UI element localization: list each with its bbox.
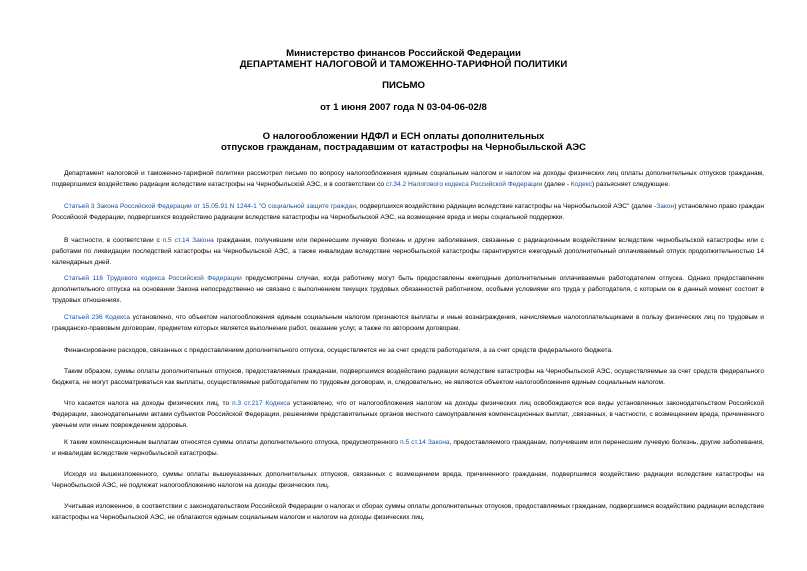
text: Финансирование расходов, связанных с предоставлением дополнительного отпуска, осуществляется не за счет средств работодателя, а за счет средств федерального бюджета. <box>64 347 613 354</box>
text: установлено, что от налогообложения налогом на доходы физических лиц освобождаются все виды установленных законодательством Российской Федерации, законодательными актами субъектов Российской Федерации, решениями представительных органов местного самоуправления компенсационных выплат, ,связанных, в частности, с возмещением вреда, причиненного увечьем или иным повреждением здоровья. <box>52 400 764 430</box>
text: К таким компенсационным выплатам относятся суммы оплаты дополнительного отпуска, предусмотренного <box>64 439 401 446</box>
text: Департамент налоговой и таможенно-тарифной политики рассмотрел письмо по вопросу налогообложения единым социальным налогом и налогом на доходы физических лиц оплаты дополнительных отпусков гражданам, подвергшимся воздействию радиации вследствие катастрофы на Чернобыльской АЭС, и в соответствии со <box>52 170 764 189</box>
text: Исходя из вышеизложенного, суммы оплаты вышеуказанных дополнительных отпусков, связанных с возмещением вреда, причиненного гражданам, подвергшимся воздействию радиации вследствие катастрофы на Чернобыльской АЭС, не подлежат налогообложению налогом на доходы физических лиц. <box>52 471 764 490</box>
text: , предоставляемого гражданам, получившим или перенесшим лучевую болезнь, другие заболевания, и инвалидам вследствие чернобыльской катастрофы. <box>52 439 764 458</box>
link-tax-code-art-34-2[interactable]: ст.34.2 Налогового кодекса Российской Федерации <box>385 181 543 189</box>
paragraph-3 <box>52 235 764 268</box>
paragraph-2 <box>52 201 764 223</box>
subject-line-2: отпусков гражданам, пострадавшим от катастрофы на Чернобыльской АЭС <box>221 142 586 153</box>
text: ) разъясняет следующее. <box>592 181 670 189</box>
department-name: ДЕПАРТАМЕНТ НАЛОГОВОЙ И ТАМОЖЕННО-ТАРИФНОЙ ПОЛИТИКИ <box>239 59 568 70</box>
text: , подвергшихся воздействию радиации вследствие катастрофы на Чернобыльской АЭС" (далее - <box>356 203 657 210</box>
text: ) установлено право граждан Российской Федерации, подвергшихся воздействию радиации вследствие катастрофы на Чернобыльской АЭС, на возмещение вреда и меры социальной поддержки. <box>52 203 764 222</box>
text: гражданам, получившим или перенесшим лучевую болезнь и другие заболевания, связанные с радиационным воздействием вследствие чернобыльской катастрофы или с работами по ликвидации последствий катастрофы на Чернобыльской АЭС, а также инвалидам вследствие чернобыльской катастрофы гарантируется ежегодный дополнительный оплачиваемый отпуск продолжительностью 14 календарных дней. <box>52 237 764 267</box>
link-code[interactable]: Кодекс <box>570 181 593 189</box>
ministry-name: Министерство финансов Российской Федерации <box>286 48 521 59</box>
paragraph-8 <box>52 398 764 431</box>
paragraph-10 <box>52 469 764 491</box>
text: предусмотрены случаи, когда работнику могут быть предоставлены ежегодные дополнительные оплачиваемые работодателем отпуска. Однако предоставление дополнительного отпуска на основании Закона непосредственно не связано с выполнением текущих трудовых обязанностей работником, особыми условиями его труда у работодателя, с которым он в данный момент состоит в трудовых отношениях. <box>52 275 765 305</box>
document-type: ПИСЬМО <box>382 80 425 91</box>
paragraph-11 <box>52 501 764 523</box>
paragraph-1 <box>52 168 764 190</box>
text: (далее - <box>542 181 571 189</box>
document-date-number: от 1 июня 2007 года N 03-04-06-02/8 <box>320 102 487 113</box>
link-law[interactable]: Закон <box>656 203 675 210</box>
link-code-p3-art217[interactable]: п.3 ст.217 Кодекса <box>232 400 291 407</box>
text: Таким образом, суммы оплаты дополнительных отпусков, предоставляемых гражданам, подвергшимся воздействию радиации вследствие катастрофы на Чернобыльской АЭС, осуществляемые за счет средств федерального бюджета, не могут рассматриваться как выплаты, осуществляемые работодателем по трудовым договорам, и, следовательно, не являются объектом налогообложения единым социальным налогом. <box>52 368 764 387</box>
paragraph-7 <box>52 366 764 388</box>
text: установлено, что объектом налогообложения единым социальным налогом признаются выплаты и иные вознаграждения, начисляемые налогоплательщиками в пользу физических лиц по трудовым и гражданско-правовым договорам, предметом которых является выполнение работ, оказание услуг, а также по авторским договорам. <box>52 314 764 333</box>
paragraph-5 <box>52 312 764 334</box>
text: Что касается налога на доходы физических лиц, то <box>64 400 233 407</box>
paragraph-6 <box>52 345 764 356</box>
paragraph-9 <box>52 437 764 459</box>
link-labor-code-art-116[interactable]: Статьей 116 Трудового кодекса Российской Федерации <box>64 275 242 282</box>
paragraph-4 <box>52 273 764 306</box>
subject-line-1: О налогообложении НДФЛ и ЕСН оплаты дополнительных <box>262 131 545 142</box>
text: В частности, в соответствии с <box>64 237 163 244</box>
link-law-1244-1[interactable]: Статьей 3 Закона Российской Федерации от 15.05.91 N 1244-1 "О социальной защите граждан <box>64 203 357 210</box>
link-law-p5-art14[interactable]: п.5 ст.14 Закона <box>400 439 450 446</box>
link-code-art-236[interactable]: Статьей 236 Кодекса <box>64 314 131 321</box>
link-law-p5-art14[interactable]: п.5 ст.14 Закона <box>162 237 214 244</box>
text: Учитывая изложенное, в соответствии с законодательством Российской Федерации о налогах и сборах суммы оплаты дополнительных отпусков, предоставляемых гражданам, подвергшимся воздействию радиации вследствие катастрофы на Чернобыльской АЭС, не облагаются единым социальным налогом и налогом на доходы физических лиц. <box>52 503 764 522</box>
